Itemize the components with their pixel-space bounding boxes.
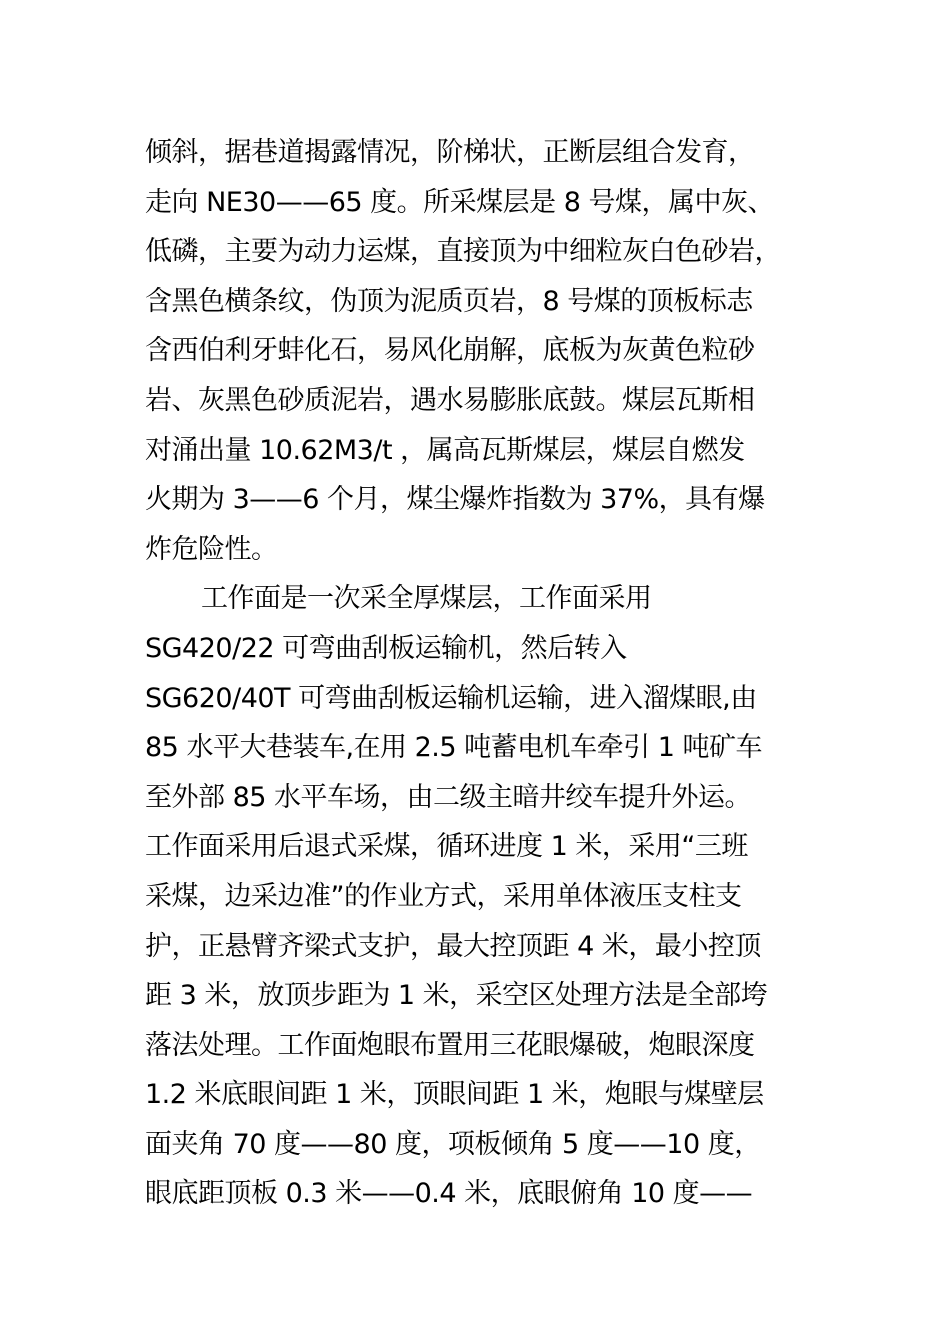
text-line: 落法处理。工作面炮眼布置用三花眼爆破，炮眼深度 — [145, 1029, 755, 1061]
text-line: 倾斜，据巷道揭露情况，阶梯状，正断层组合发育， — [145, 137, 755, 168]
text-line: SG620/40T 可弯曲刮板运输机运输，进入溜煤眼,由 — [145, 682, 757, 714]
paragraph-2 — [145, 574, 835, 1219]
text-line: 火期为 3——6 个月，煤尘爆炸指数为 37%，具有爆 — [145, 484, 765, 516]
text-line: 1.2 米底眼间距 1 米，顶眼间距 1 米，炮眼与煤壁层 — [145, 1079, 764, 1111]
text-line: 含西伯利牙蚌化石，易风化崩解，底板为灰黄色粒砂 — [145, 335, 755, 367]
paragraph-1 — [145, 128, 835, 574]
document-body — [145, 128, 835, 1219]
text-line: SG420/22 可弯曲刮板运输机，然后转入 — [145, 632, 627, 664]
text-line: 采煤，边采边准”的作业方式，采用单体液压支柱支 — [145, 880, 742, 912]
text-line: 至外部 85 水平车场，由二级主暗井绞车提升外运。 — [145, 781, 752, 813]
text-line: 距 3 米，放顶步距为 1 米，采空区处理方法是全部垮 — [145, 980, 768, 1012]
text-line: 面夹角 70 度——80 度，项板倾角 5 度——10 度， — [145, 1128, 761, 1160]
text-line: 工作面是一次采全厚煤层，工作面采用 — [201, 583, 652, 615]
text-line: 炸危险性。 — [145, 533, 278, 565]
text-line: 低磷，主要为动力运煤，直接顶为中细粒灰白色砂岩， — [145, 236, 781, 268]
text-line: 走向 NE30——65 度。所采煤层是 8 号煤，属中灰、 — [145, 186, 774, 218]
text-line: 眼底距顶板 0.3 米——0.4 米，底眼俯角 10 度—— — [145, 1178, 753, 1210]
text-line: 工作面采用后退式采煤，循环进度 1 米，采用“三班 — [145, 831, 748, 863]
text-line: 85 水平大巷装车,在用 2.5 吨蓄电机车牵引 1 吨矿车 — [145, 732, 762, 764]
text-line: 对涌出量 10.62M3/t ，属高瓦斯煤层，煤层自燃发 — [145, 434, 745, 466]
text-line: 岩、灰黑色砂质泥岩，遇水易膨胀底鼓。煤层瓦斯相 — [145, 384, 755, 416]
text-line: 护，正悬臂齐梁式支护，最大控顶距 4 米，最小控顶 — [145, 930, 761, 962]
text-line: 含黑色横条纹，伪顶为泥质页岩，8 号煤的顶板标志 — [145, 285, 753, 317]
